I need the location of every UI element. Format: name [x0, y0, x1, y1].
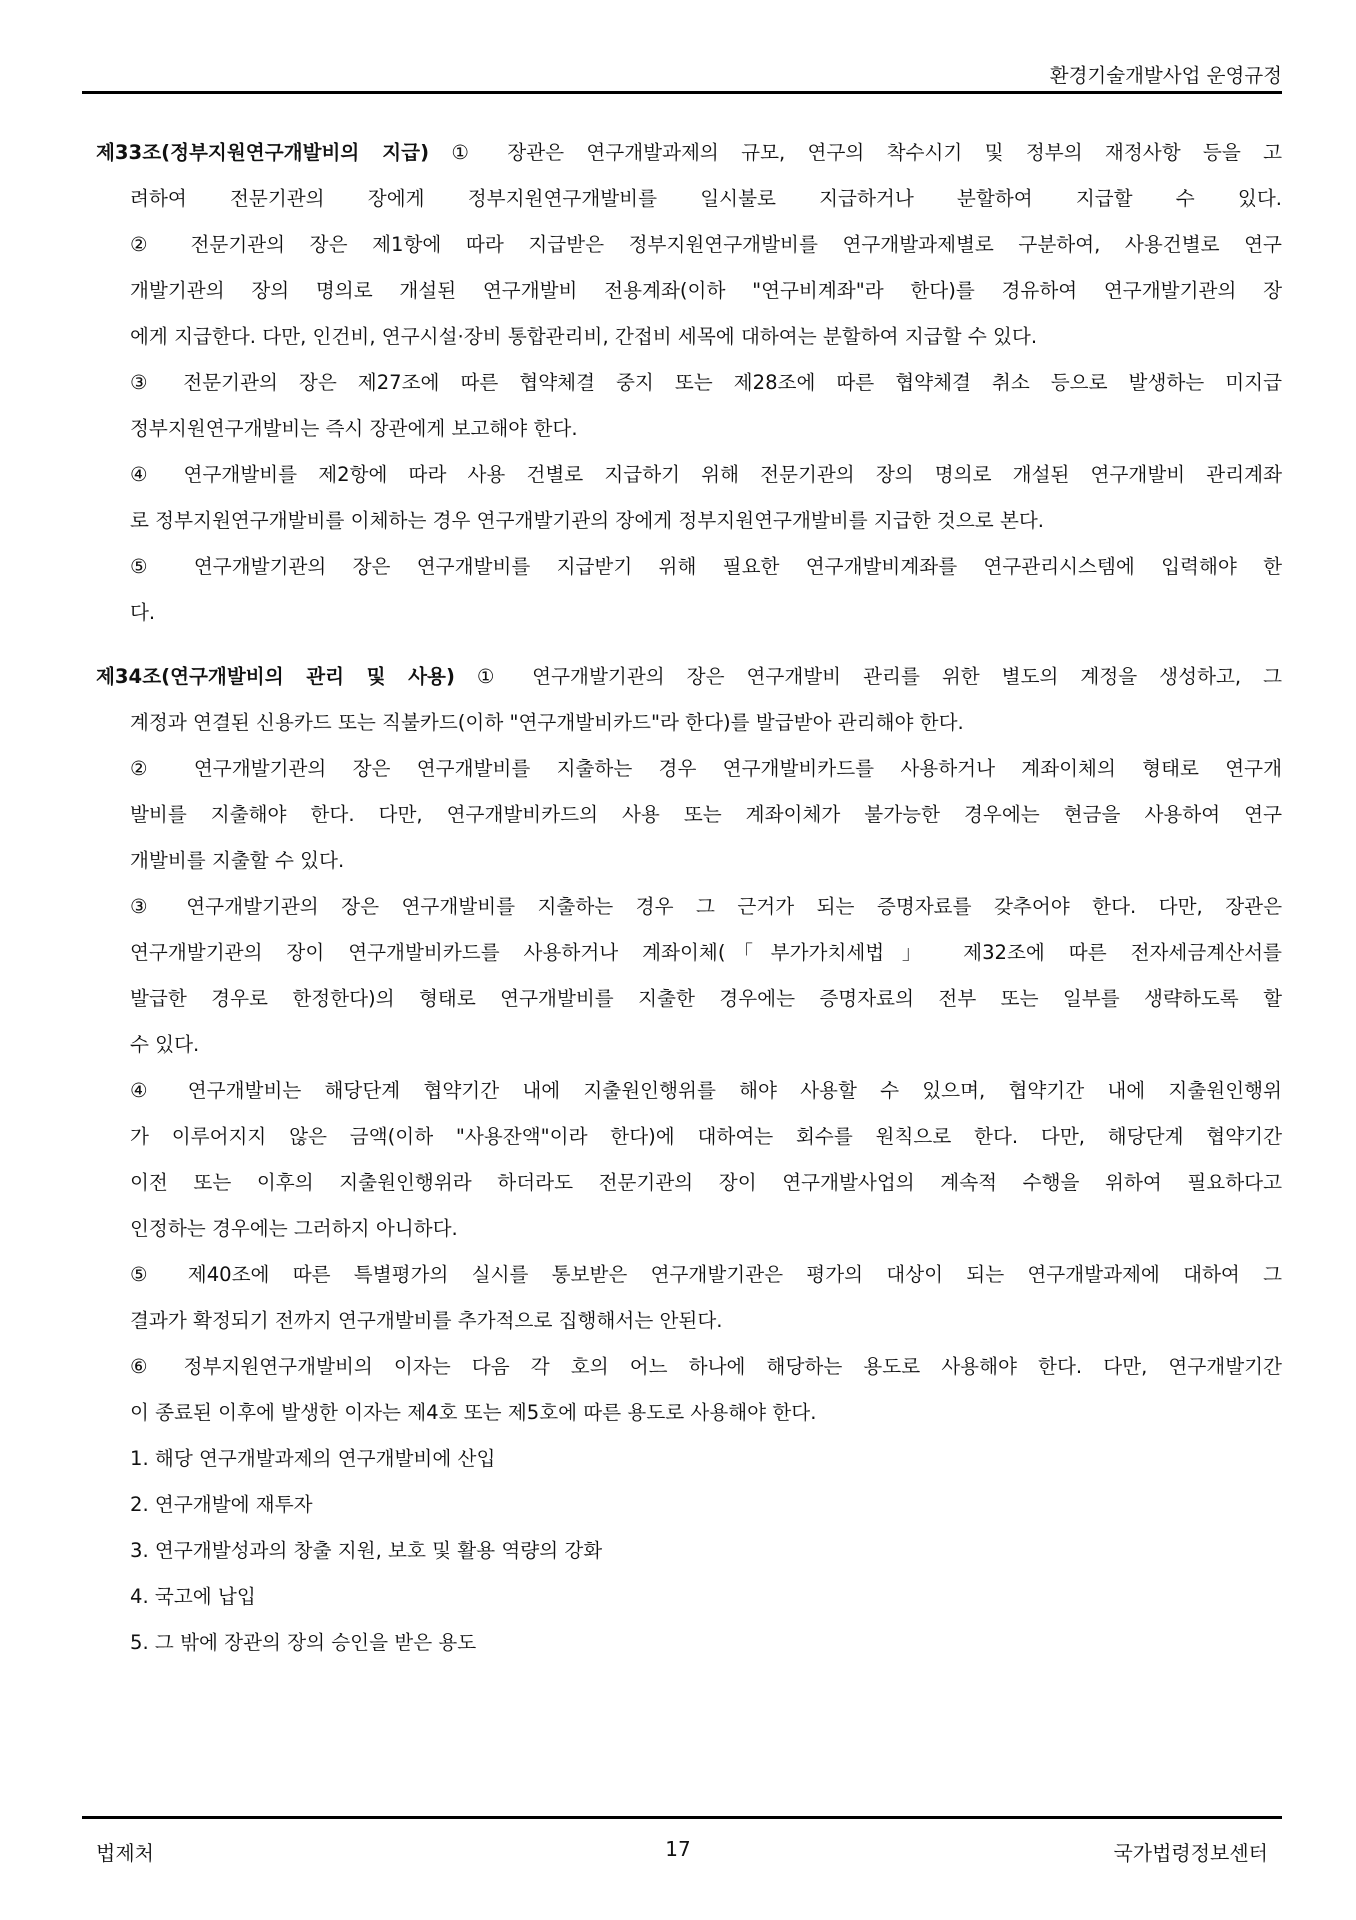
text-line: ③ 연구개발기관의 장은 연구개발비를 지출하는 경우 그 근거가 되는 증명자료를 갖추어야 한다. 다만, 장관은 [130, 895, 1282, 918]
article-first-text: ① 장관은 연구개발과제의 규모, 연구의 착수시기 및 정부의 재정사항 등을 고 [429, 141, 1283, 164]
article-heading: 제33조(정부지원연구개발비의 지급) [96, 141, 430, 164]
list-item: 4. 국고에 납입 [130, 1585, 256, 1608]
text-line: ④ 연구개발비를 제2항에 따라 사용 건별로 지급하기 위해 전문기관의 장의 명의로 개설된 연구개발비 관리계좌 [130, 463, 1282, 486]
article-heading: 제34조(연구개발비의 관리 및 사용) [96, 665, 455, 688]
list-item: 2. 연구개발에 재투자 [130, 1493, 313, 1516]
text-line: 인정하는 경우에는 그러하지 아니하다. [130, 1217, 458, 1240]
text-line: 에게 지급한다. 다만, 인건비, 연구시설·장비 통합관리비, 간접비 세목에 대하여는 분할하여 지급할 수 있다. [130, 325, 1038, 348]
list-item: 5. 그 밖에 장관의 장의 승인을 받은 용도 [130, 1631, 477, 1654]
text-line: 이전 또는 이후의 지출원인행위라 하더라도 전문기관의 장이 연구개발사업의 계속적 수행을 위하여 필요하다고 [130, 1171, 1282, 1194]
text-line: ⑤ 제40조에 따른 특별평가의 실시를 통보받은 연구개발기관은 평가의 대상이 되는 연구개발과제에 대하여 그 [130, 1263, 1282, 1286]
article-first-line [96, 130, 1282, 176]
text-line: ⑥ 정부지원연구개발비의 이자는 다음 각 호의 어느 하나에 해당하는 용도로 사용해야 한다. 다만, 연구개발기간 [130, 1355, 1282, 1378]
text-line: ② 연구개발기관의 장은 연구개발비를 지출하는 경우 연구개발비카드를 사용하거나 계좌이체의 형태로 연구개 [130, 757, 1282, 780]
text-line: 발비를 지출해야 한다. 다만, 연구개발비카드의 사용 또는 계좌이체가 불가능한 경우에는 현금을 사용하여 연구 [130, 803, 1282, 826]
text-line: ⑤ 연구개발기관의 장은 연구개발비를 지급받기 위해 필요한 연구개발비계좌를 연구관리시스템에 입력해야 한 [130, 555, 1282, 578]
text-line: 로 정부지원연구개발비를 이체하는 경우 연구개발기관의 장에게 정부지원연구개발비를 지급한 것으로 본다. [130, 509, 1045, 532]
article-first-text: ① 연구개발기관의 장은 연구개발비 관리를 위한 별도의 계정을 생성하고, 그 [454, 665, 1283, 688]
text-line: 개발비를 지출할 수 있다. [130, 849, 345, 872]
text-line: 연구개발기관의 장이 연구개발비카드를 사용하거나 계좌이체(「부가가치세법」 제32조에 따른 전자세금계산서를 [130, 941, 1282, 964]
text-line: 개발기관의 장의 명의로 개설된 연구개발비 전용계좌(이하 "연구비계좌"라 한다)를 경유하여 연구개발기관의 장 [130, 279, 1282, 302]
footer-publisher: 법제처 [96, 1841, 154, 1865]
text-line: 려하여 전문기관의 장에게 정부지원연구개발비를 일시불로 지급하거나 분할하여 지급할 수 있다. [130, 187, 1282, 210]
footer-rule [82, 1816, 1282, 1819]
list-item: 3. 연구개발성과의 창출 지원, 보호 및 활용 역량의 강화 [130, 1539, 603, 1562]
text-line: ④ 연구개발비는 해당단계 협약기간 내에 지출원인행위를 해야 사용할 수 있으며, 협약기간 내에 지출원인행위 [130, 1079, 1282, 1102]
document-body [96, 130, 1282, 1666]
text-line: 가 이루어지지 않은 금액(이하 "사용잔액"이라 한다)에 대하여는 회수를 원칙으로 한다. 다만, 해당단계 협약기간 [130, 1125, 1282, 1148]
text-line: 이 종료된 이후에 발생한 이자는 제4호 또는 제5호에 따른 용도로 사용해야 한다. [130, 1401, 817, 1424]
text-line: 발급한 경우로 한정한다)의 형태로 연구개발비를 지출한 경우에는 증명자료의 전부 또는 일부를 생략하도록 할 [130, 987, 1282, 1010]
list-item: 1. 해당 연구개발과제의 연구개발비에 산입 [130, 1447, 496, 1470]
running-header-title: 환경기술개발사업 운영규정 [1049, 64, 1282, 87]
text-line: 다. [130, 601, 156, 624]
text-line: ③ 전문기관의 장은 제27조에 따른 협약체결 중지 또는 제28조에 따른 협약체결 취소 등으로 발생하는 미지급 [130, 371, 1282, 394]
article-first-line [96, 654, 1282, 700]
page-number: 17 [665, 1837, 691, 1861]
text-line: 계정과 연결된 신용카드 또는 직불카드(이하 "연구개발비카드"라 한다)를 발급받아 관리해야 한다. [130, 711, 964, 734]
text-line: ② 전문기관의 장은 제1항에 따라 지급받은 정부지원연구개발비를 연구개발과제별로 구분하여, 사용건별로 연구 [130, 233, 1282, 256]
header-rule [82, 91, 1282, 94]
footer-source: 국가법령정보센터 [1113, 1841, 1268, 1865]
article-34 [96, 654, 1282, 1666]
text-line: 수 있다. [130, 1033, 200, 1056]
text-line: 결과가 확정되기 전까지 연구개발비를 추가적으로 집행해서는 안된다. [130, 1309, 723, 1332]
article-33 [96, 130, 1282, 636]
text-line: 정부지원연구개발비는 즉시 장관에게 보고해야 한다. [130, 417, 578, 440]
